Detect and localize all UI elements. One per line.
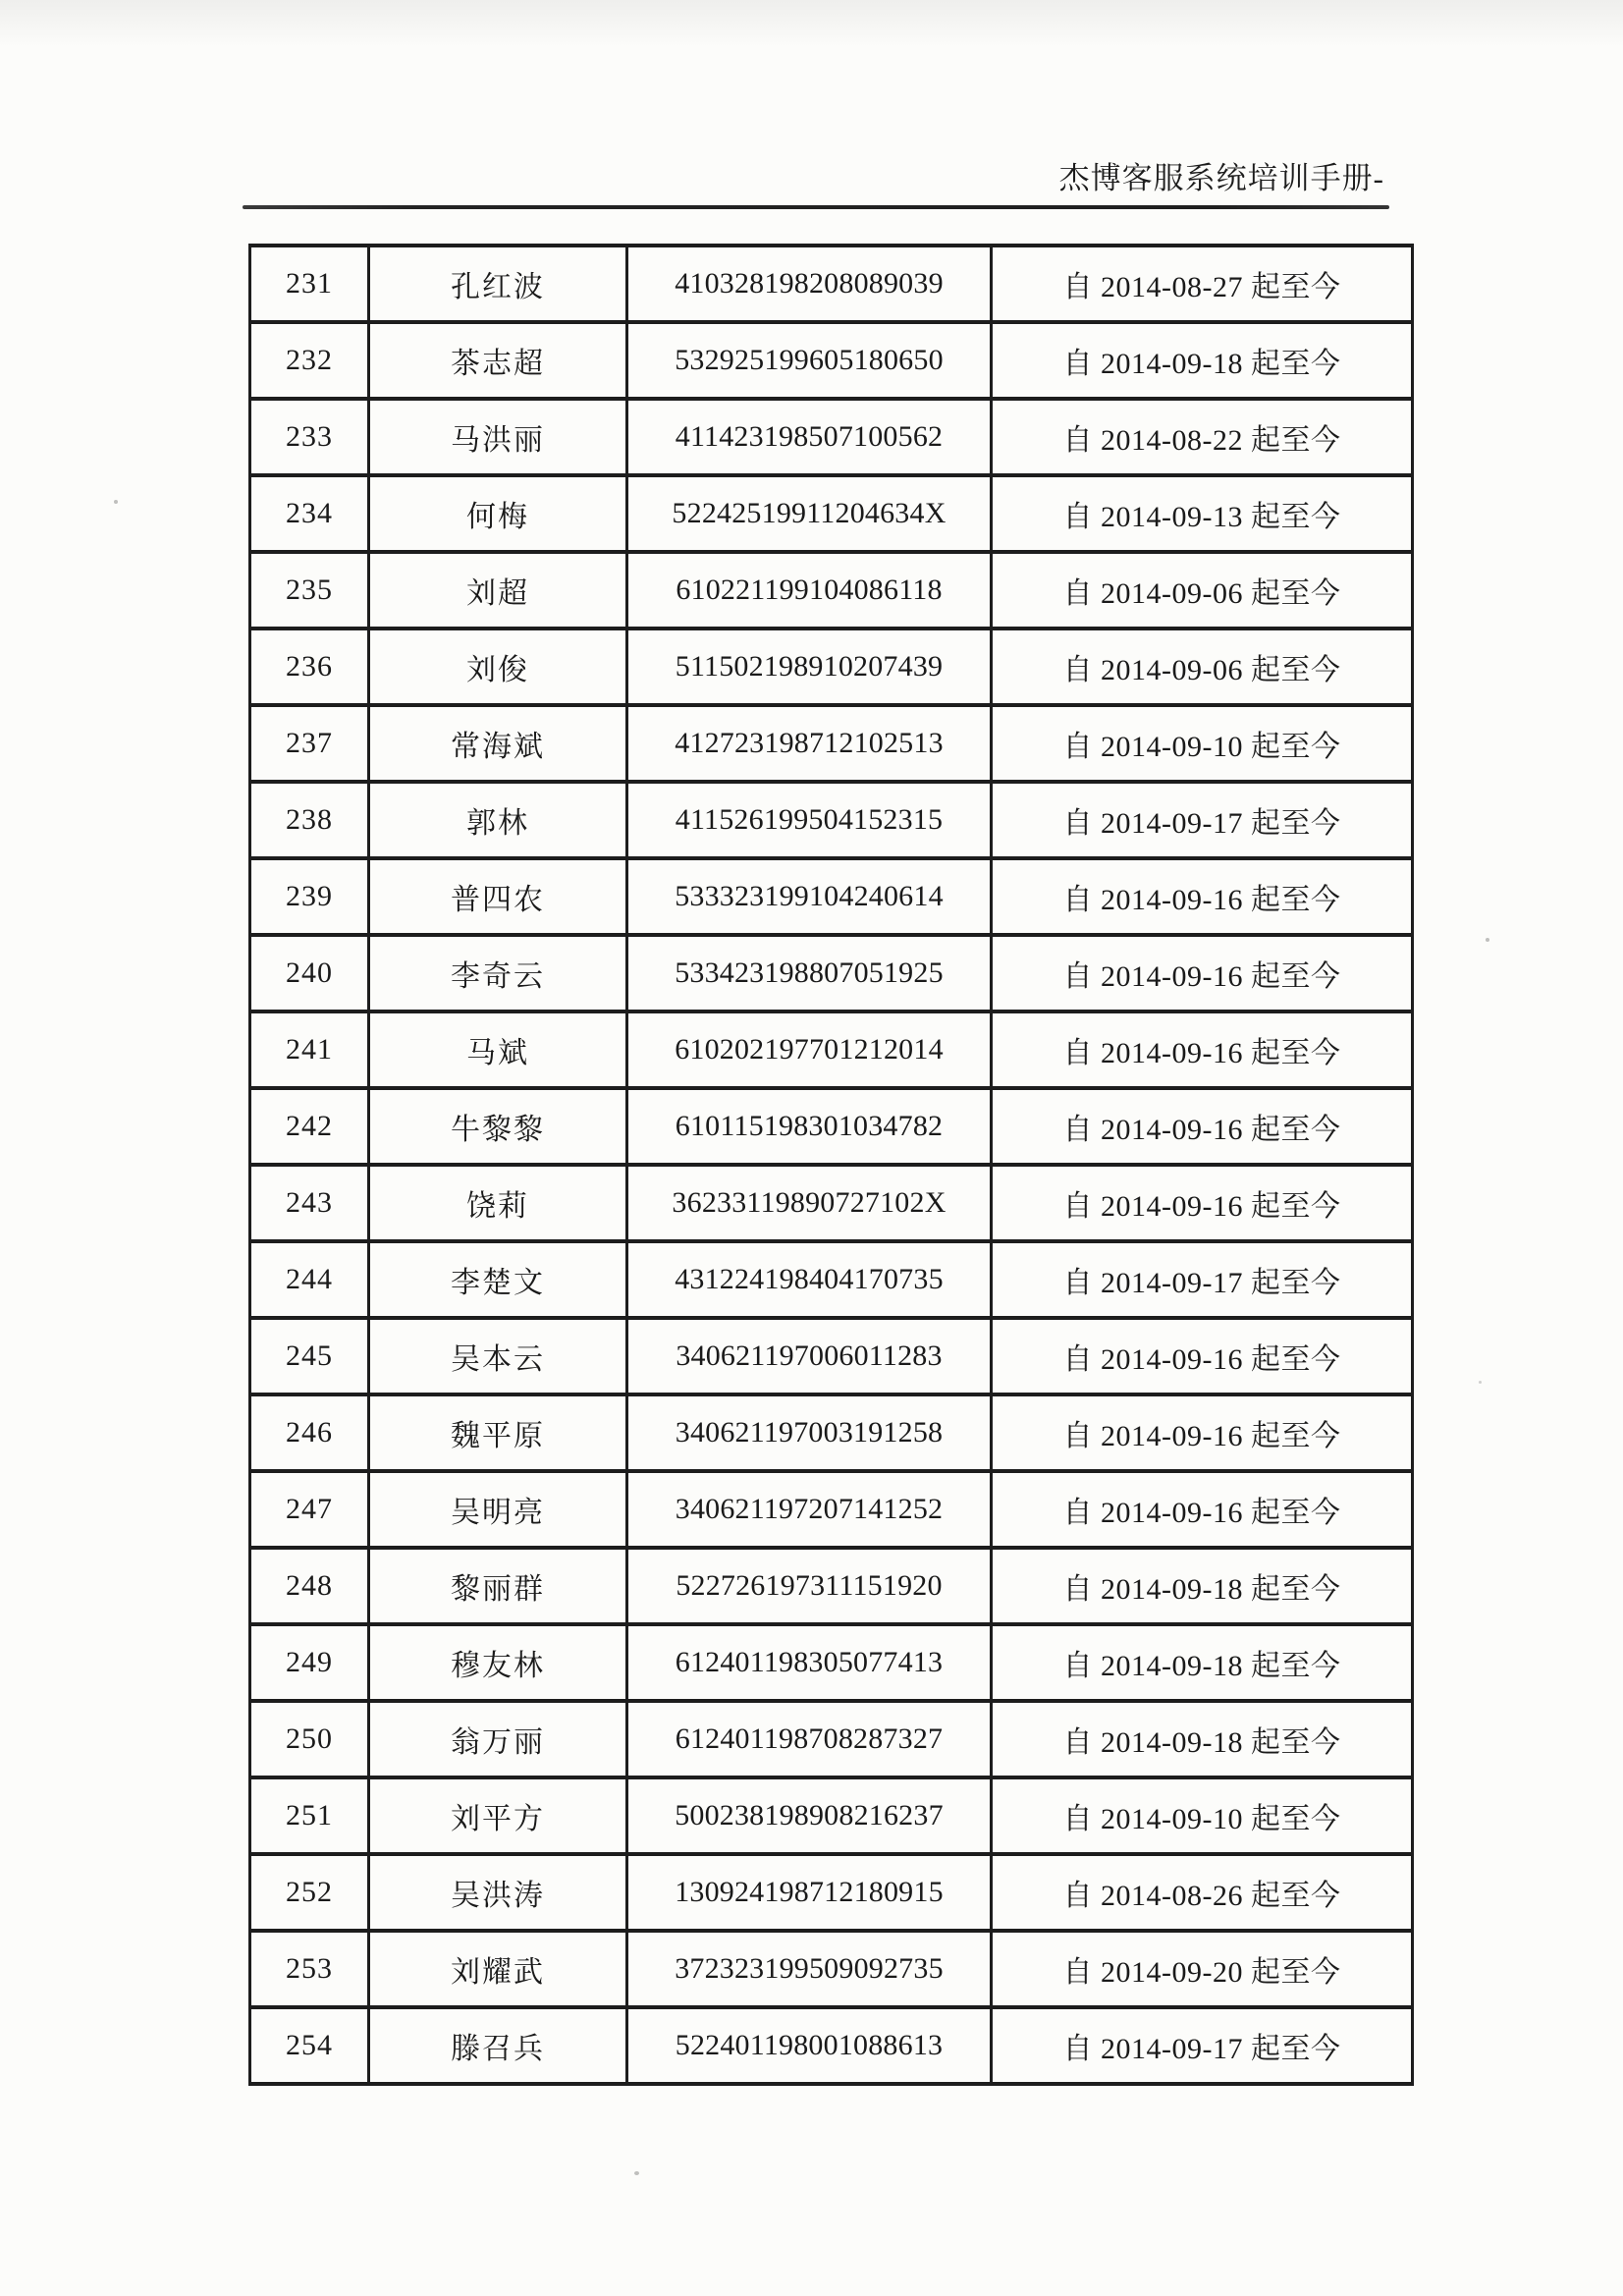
cell-period: 自 2014-09-20 起至今 — [992, 1931, 1413, 2007]
cell-name: 刘平方 — [369, 1777, 627, 1854]
table-row — [250, 858, 1413, 935]
cell-name: 滕召兵 — [369, 2007, 627, 2084]
cell-id-number: 52242519911204634X — [627, 475, 992, 552]
cell-sequence-number: 231 — [250, 246, 369, 322]
cell-id-number: 500238198908216237 — [627, 1777, 992, 1854]
cell-id-number: 372323199509092735 — [627, 1931, 992, 2007]
cell-sequence-number: 244 — [250, 1241, 369, 1318]
cell-id-number: 533423198807051925 — [627, 935, 992, 1011]
cell-sequence-number: 232 — [250, 322, 369, 399]
table-row — [250, 935, 1413, 1011]
cell-period: 自 2014-09-17 起至今 — [992, 1241, 1413, 1318]
cell-id-number: 511502198910207439 — [627, 629, 992, 705]
table-row — [250, 1854, 1413, 1931]
cell-name: 吴明亮 — [369, 1471, 627, 1548]
table-row — [250, 629, 1413, 705]
cell-period: 自 2014-09-18 起至今 — [992, 1548, 1413, 1624]
cell-sequence-number: 253 — [250, 1931, 369, 2007]
table-row — [250, 1548, 1413, 1624]
cell-period: 自 2014-09-16 起至今 — [992, 1165, 1413, 1241]
cell-period: 自 2014-08-22 起至今 — [992, 399, 1413, 475]
page-header-title: 杰博客服系统培训手册- — [1058, 161, 1384, 195]
cell-name: 茶志超 — [369, 322, 627, 399]
cell-sequence-number: 235 — [250, 552, 369, 629]
table-row — [250, 475, 1413, 552]
cell-period: 自 2014-09-16 起至今 — [992, 1394, 1413, 1471]
cell-sequence-number: 233 — [250, 399, 369, 475]
table-row — [250, 1777, 1413, 1854]
cell-sequence-number: 254 — [250, 2007, 369, 2084]
cell-period: 自 2014-09-18 起至今 — [992, 1624, 1413, 1701]
cell-sequence-number: 239 — [250, 858, 369, 935]
cell-name: 吴洪涛 — [369, 1854, 627, 1931]
cell-sequence-number: 249 — [250, 1624, 369, 1701]
cell-id-number: 522726197311151920 — [627, 1548, 992, 1624]
cell-sequence-number: 245 — [250, 1318, 369, 1394]
scan-speck — [114, 500, 118, 504]
cell-period: 自 2014-09-06 起至今 — [992, 552, 1413, 629]
cell-name: 郭林 — [369, 782, 627, 858]
cell-sequence-number: 241 — [250, 1011, 369, 1088]
cell-id-number: 610221199104086118 — [627, 552, 992, 629]
cell-period: 自 2014-09-16 起至今 — [992, 1318, 1413, 1394]
cell-id-number: 610202197701212014 — [627, 1011, 992, 1088]
cell-period: 自 2014-08-27 起至今 — [992, 246, 1413, 322]
cell-sequence-number: 248 — [250, 1548, 369, 1624]
table-row — [250, 552, 1413, 629]
cell-id-number: 340621197006011283 — [627, 1318, 992, 1394]
roster-table-body — [250, 246, 1413, 2084]
table-row — [250, 1241, 1413, 1318]
cell-period: 自 2014-09-16 起至今 — [992, 1088, 1413, 1165]
cell-period: 自 2014-09-13 起至今 — [992, 475, 1413, 552]
cell-name: 黎丽群 — [369, 1548, 627, 1624]
cell-id-number: 411423198507100562 — [627, 399, 992, 475]
scan-speck — [1479, 1381, 1482, 1384]
cell-name: 何梅 — [369, 475, 627, 552]
cell-sequence-number: 246 — [250, 1394, 369, 1471]
cell-name: 翁万丽 — [369, 1701, 627, 1777]
cell-name: 李奇云 — [369, 935, 627, 1011]
cell-name: 常海斌 — [369, 705, 627, 782]
table-row — [250, 1088, 1413, 1165]
cell-id-number: 36233119890727102X — [627, 1165, 992, 1241]
table-row — [250, 1471, 1413, 1548]
cell-name: 马洪丽 — [369, 399, 627, 475]
cell-id-number: 612401198708287327 — [627, 1701, 992, 1777]
cell-id-number: 412723198712102513 — [627, 705, 992, 782]
cell-id-number: 340621197207141252 — [627, 1471, 992, 1548]
table-row — [250, 1931, 1413, 2007]
cell-period: 自 2014-09-10 起至今 — [992, 705, 1413, 782]
cell-id-number: 411526199504152315 — [627, 782, 992, 858]
cell-name: 孔红波 — [369, 246, 627, 322]
cell-name: 马斌 — [369, 1011, 627, 1088]
cell-id-number: 612401198305077413 — [627, 1624, 992, 1701]
cell-sequence-number: 240 — [250, 935, 369, 1011]
cell-sequence-number: 247 — [250, 1471, 369, 1548]
cell-id-number: 130924198712180915 — [627, 1854, 992, 1931]
cell-sequence-number: 238 — [250, 782, 369, 858]
cell-name: 普四农 — [369, 858, 627, 935]
cell-name: 刘俊 — [369, 629, 627, 705]
cell-sequence-number: 242 — [250, 1088, 369, 1165]
cell-id-number: 410328198208089039 — [627, 246, 992, 322]
cell-sequence-number: 243 — [250, 1165, 369, 1241]
cell-name: 刘超 — [369, 552, 627, 629]
cell-id-number: 533323199104240614 — [627, 858, 992, 935]
table-row — [250, 322, 1413, 399]
table-row — [250, 705, 1413, 782]
header-rule — [243, 205, 1389, 209]
table-row — [250, 782, 1413, 858]
cell-sequence-number: 234 — [250, 475, 369, 552]
cell-id-number: 610115198301034782 — [627, 1088, 992, 1165]
cell-period: 自 2014-09-18 起至今 — [992, 322, 1413, 399]
cell-period: 自 2014-09-16 起至今 — [992, 1011, 1413, 1088]
table-row — [250, 2007, 1413, 2084]
cell-name: 穆友林 — [369, 1624, 627, 1701]
cell-name: 吴本云 — [369, 1318, 627, 1394]
cell-period: 自 2014-09-10 起至今 — [992, 1777, 1413, 1854]
table-row — [250, 1318, 1413, 1394]
scan-speck — [1486, 938, 1489, 942]
table-row — [250, 246, 1413, 322]
table-row — [250, 1394, 1413, 1471]
cell-id-number: 431224198404170735 — [627, 1241, 992, 1318]
scan-speck — [634, 2171, 639, 2175]
table-row — [250, 1624, 1413, 1701]
cell-period: 自 2014-09-17 起至今 — [992, 2007, 1413, 2084]
table-row — [250, 1011, 1413, 1088]
table-row — [250, 1701, 1413, 1777]
cell-sequence-number: 252 — [250, 1854, 369, 1931]
cell-name: 饶莉 — [369, 1165, 627, 1241]
table-row — [250, 1165, 1413, 1241]
cell-period: 自 2014-09-16 起至今 — [992, 935, 1413, 1011]
cell-period: 自 2014-09-16 起至今 — [992, 858, 1413, 935]
cell-sequence-number: 237 — [250, 705, 369, 782]
cell-period: 自 2014-09-06 起至今 — [992, 629, 1413, 705]
cell-id-number: 532925199605180650 — [627, 322, 992, 399]
roster-table — [248, 244, 1414, 2086]
cell-name: 刘耀武 — [369, 1931, 627, 2007]
cell-sequence-number: 236 — [250, 629, 369, 705]
cell-name: 魏平原 — [369, 1394, 627, 1471]
cell-period: 自 2014-09-17 起至今 — [992, 782, 1413, 858]
scan-shade — [0, 0, 1623, 59]
cell-period: 自 2014-08-26 起至今 — [992, 1854, 1413, 1931]
cell-name: 牛黎黎 — [369, 1088, 627, 1165]
cell-sequence-number: 250 — [250, 1701, 369, 1777]
cell-sequence-number: 251 — [250, 1777, 369, 1854]
cell-period: 自 2014-09-18 起至今 — [992, 1701, 1413, 1777]
cell-id-number: 340621197003191258 — [627, 1394, 992, 1471]
table-row — [250, 399, 1413, 475]
cell-id-number: 522401198001088613 — [627, 2007, 992, 2084]
cell-period: 自 2014-09-16 起至今 — [992, 1471, 1413, 1548]
cell-name: 李楚文 — [369, 1241, 627, 1318]
